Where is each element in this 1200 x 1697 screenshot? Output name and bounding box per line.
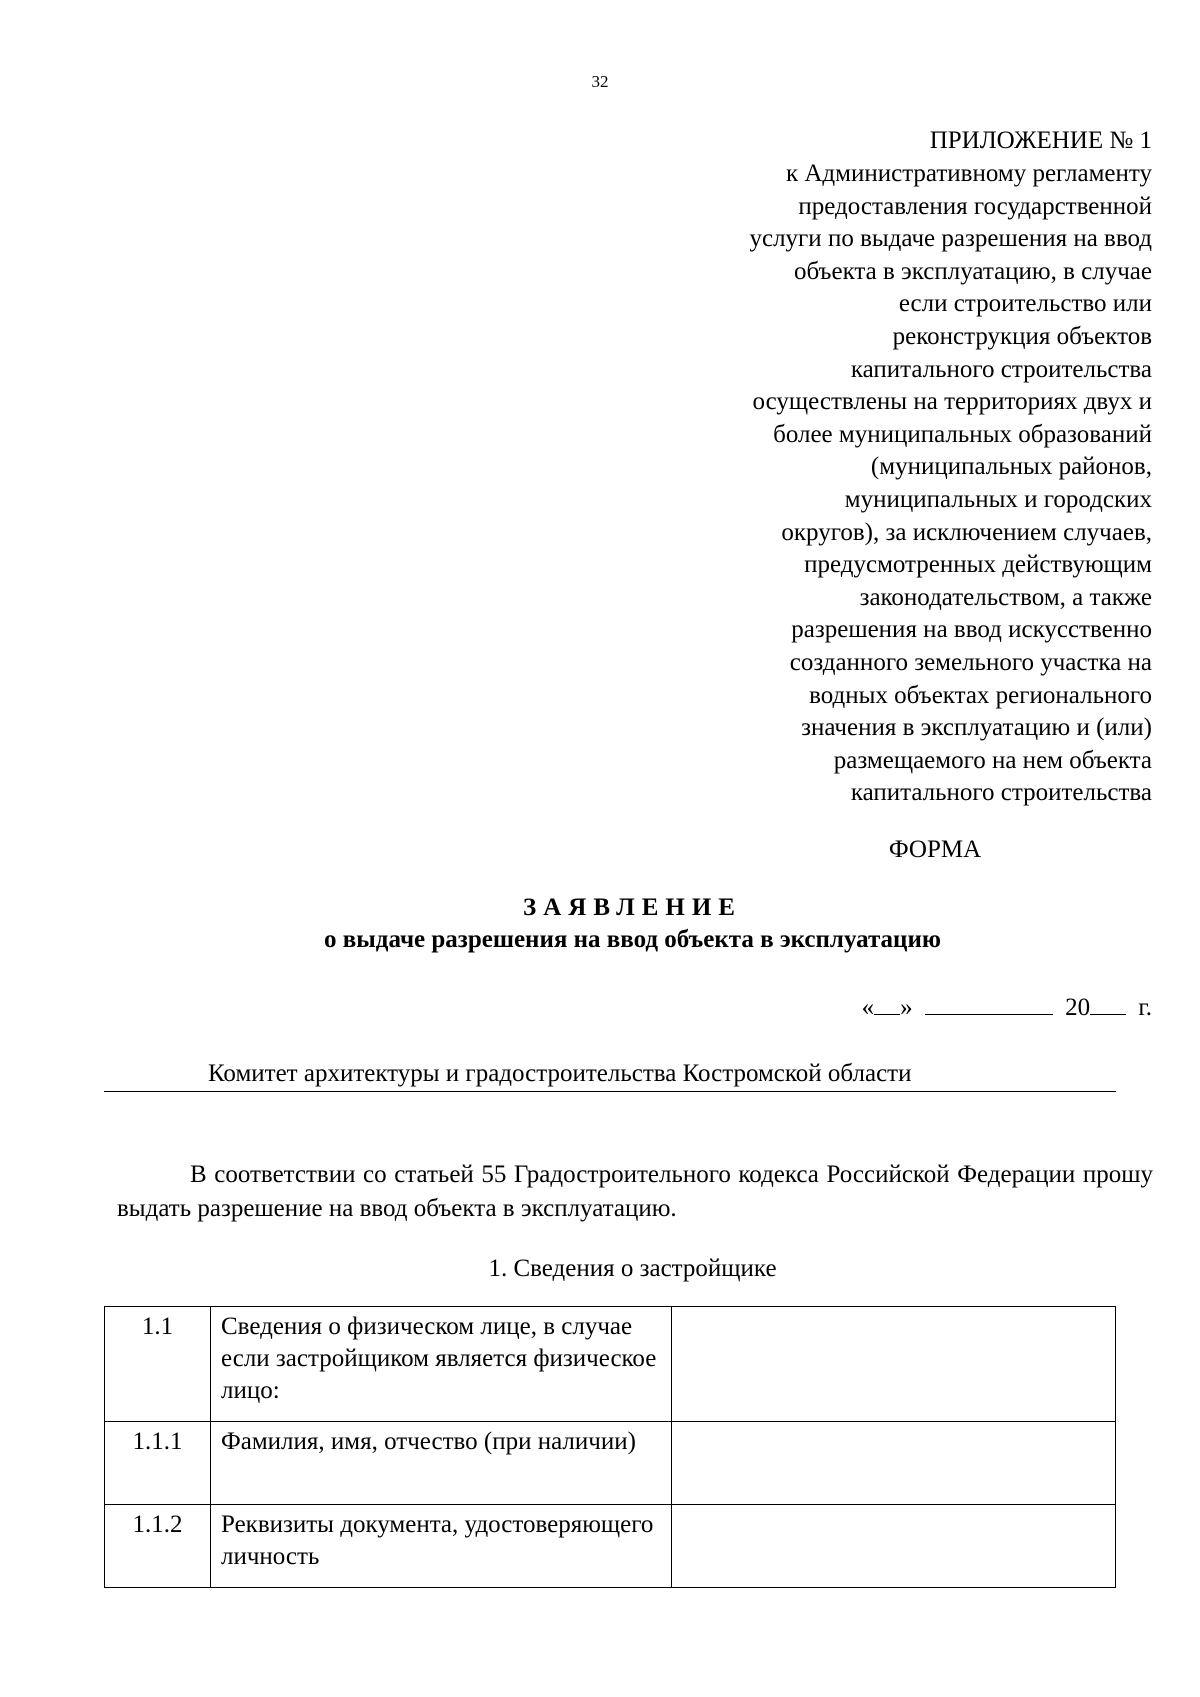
annex-line: капитального строительства: [850, 779, 1152, 807]
row-number: 1.1.1: [105, 1422, 211, 1505]
annex-line: законодательством, а также: [859, 583, 1152, 611]
annex-line: реконструкция объектов: [892, 322, 1152, 350]
annex-line: услуги по выдаче разрешения на ввод: [749, 225, 1152, 253]
annex-line: предоставления государственной: [798, 192, 1152, 220]
authority-field[interactable]: [104, 1057, 1116, 1092]
year-blank[interactable]: [1090, 992, 1126, 1015]
table-row: [105, 1422, 1116, 1505]
row-number: 1.1: [105, 1307, 211, 1422]
row-number: 1.1.2: [105, 1505, 211, 1588]
form-label: ФОРМА: [888, 836, 982, 863]
annex-line: размещаемого на нем объекта: [833, 746, 1152, 774]
annex-line: муниципальных и городских: [844, 485, 1152, 513]
annex-line: к Административному регламенту: [785, 160, 1152, 187]
annex-line: разрешения на ввод искусственно: [791, 616, 1152, 644]
date-close-quote: »: [900, 994, 913, 1021]
year-prefix: 20: [1065, 994, 1091, 1021]
row-value-cell[interactable]: [672, 1422, 1116, 1505]
annex-line: предусмотренных действующим: [804, 551, 1152, 579]
table-row: [105, 1307, 1116, 1422]
month-blank[interactable]: [925, 992, 1053, 1015]
row-label: Реквизиты документа, удостоверяющего личность: [211, 1505, 672, 1588]
annex-line: созданного земельного участка на: [789, 648, 1152, 676]
page-number: 32: [591, 72, 609, 91]
annex-description: [632, 158, 1152, 810]
annex-line: (муниципальных районов,: [870, 453, 1152, 481]
date-line: [862, 992, 1152, 1022]
year-suffix: г.: [1138, 994, 1152, 1021]
row-label: Фамилия, имя, отчество (при наличии): [211, 1422, 672, 1505]
developer-info-table: [104, 1306, 1116, 1588]
statement-subtitle: о выдаче разрешения на ввод объекта в эксплуатацию: [324, 926, 941, 953]
row-value-cell[interactable]: [672, 1307, 1116, 1422]
annex-line: более муниципальных образований: [773, 420, 1152, 448]
annex-line: округов), за исключением случаев,: [781, 518, 1152, 546]
annex-line: объекта в эксплуатацию, в случае: [793, 257, 1152, 285]
statement-title: ЗАЯВЛЕНИЕ: [523, 894, 742, 921]
intro-paragraph: В соответствии со статьей 55 Градостроительного кодекса Российской Федерации прошу выдать разрешение на ввод объекта в эксплуатацию.: [117, 1161, 1153, 1222]
annex-line: значения в эксплуатацию и (или): [801, 714, 1152, 742]
annex-line: водных объектах регионального: [809, 681, 1152, 709]
day-blank[interactable]: [874, 992, 900, 1015]
annex-line: осуществлены на территориях двух и: [752, 388, 1152, 416]
row-label: Сведения о физическом лице, в случае если застройщиком является физическое лицо:: [211, 1307, 672, 1422]
date-open-quote: «: [861, 994, 875, 1021]
annex-title: ПРИЛОЖЕНИЕ № 1: [929, 127, 1152, 154]
authority-name: Комитет архитектуры и градостроительства Костромской области: [208, 1060, 912, 1087]
annex-line: капитального строительства: [850, 355, 1152, 383]
row-value-cell[interactable]: [672, 1505, 1116, 1588]
annex-line: если строительство или: [898, 290, 1152, 318]
table-row: [105, 1505, 1116, 1588]
section-title: 1. Сведения о застройщике: [488, 1255, 777, 1282]
